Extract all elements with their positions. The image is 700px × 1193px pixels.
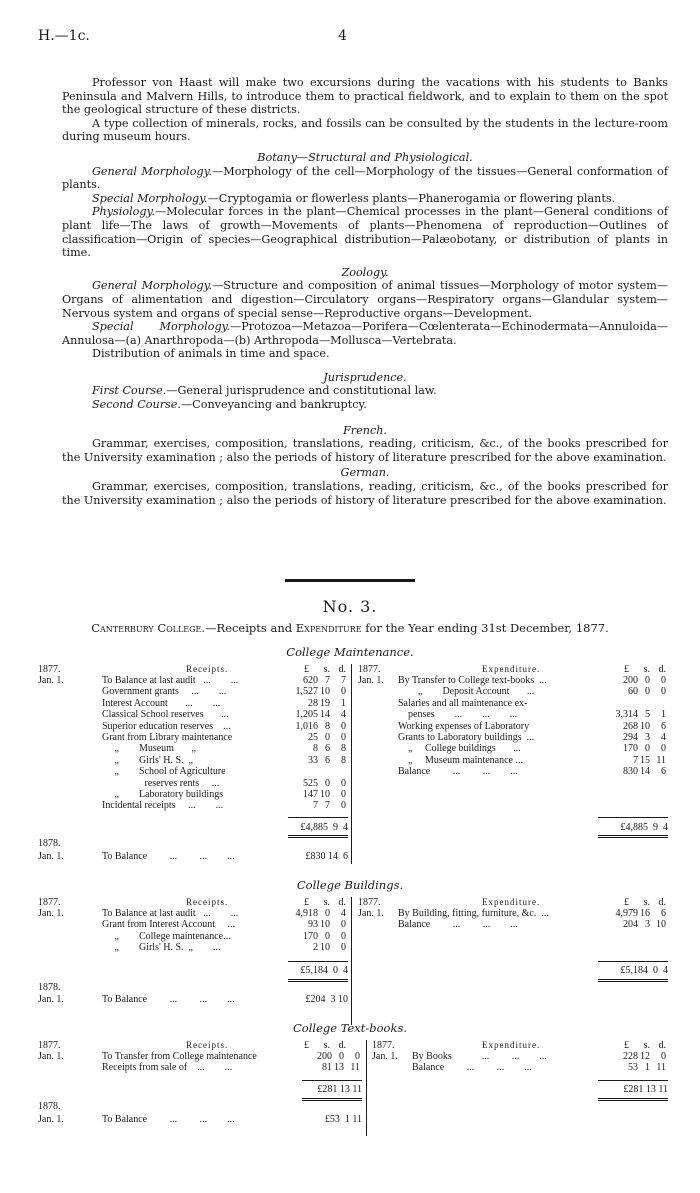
item-label: Second Course.: [92, 398, 181, 412]
paragraph: [62, 320, 668, 347]
date-label: Jan. 1.: [38, 675, 64, 686]
ledger-pounds: 93: [308, 919, 318, 931]
ledger-pence: 8: [341, 754, 346, 766]
paragraph: [62, 384, 668, 398]
ledger-pounds: 3,314: [615, 709, 638, 721]
ledger-row-description: To Transfer from College maintenance: [102, 1051, 257, 1062]
currency-head: £: [624, 1040, 629, 1051]
french-heading: French.: [343, 423, 387, 437]
ledger-pounds: 228: [623, 1051, 638, 1062]
ledger-pounds: 60: [628, 686, 638, 698]
currency-head: £: [304, 897, 309, 908]
ledger-shillings: 0: [339, 1051, 344, 1062]
date-label: Jan. 1.: [38, 908, 64, 919]
ledger-pence: 0: [341, 777, 346, 789]
ledger-pounds: 268: [623, 720, 638, 732]
ledger-row-description: Grant from Interest Account ...: [102, 919, 236, 931]
date-label: Jan. 1.: [38, 994, 64, 1005]
ledger-pounds: 7: [633, 754, 638, 766]
ledger-shillings: 13: [334, 1062, 344, 1074]
ledger-shillings: 15: [640, 754, 650, 766]
ledger-pence: 0: [341, 930, 346, 942]
year-label: 1878.: [38, 838, 61, 849]
ledger-pounds: 8: [313, 743, 318, 755]
account-title: College Text-books.: [292, 1021, 408, 1035]
ledger-row-description: „ Laboratory buildings: [102, 789, 224, 800]
ledger-row-description: By Building, fitting, furniture, &c. ...: [398, 908, 549, 919]
currency-head: s.: [643, 897, 650, 908]
ledger-shillings: 0: [325, 777, 330, 789]
ledger-pounds: 1,527: [295, 686, 318, 698]
ledger-pence: 0: [341, 789, 346, 800]
ledger-row-description: „ Girls' H. S. „: [102, 754, 193, 766]
ledger-pounds: 7: [313, 800, 318, 812]
currency-head: £: [624, 897, 629, 908]
ledger-pence: 0: [341, 919, 346, 931]
total-rule: [598, 979, 668, 980]
total-rule: [302, 1098, 362, 1099]
currency-head: d.: [338, 664, 346, 675]
ledger-shillings: 10: [320, 919, 330, 931]
ledger-pence: 8: [341, 743, 346, 755]
ledger-row-description: Grant from Library maintenance: [102, 732, 233, 743]
ledger-shillings: 0: [645, 675, 650, 686]
item-text: —Cryptogamia or flowerless plants—Phanerogamia or flowering plants.: [207, 191, 616, 205]
year-label: 1877.: [38, 1040, 61, 1051]
item-label: General Morphology.: [92, 164, 213, 178]
total-rule: [288, 981, 348, 982]
ledger-pence: 0: [341, 720, 346, 732]
total-rule: [598, 817, 668, 818]
balance-desc: To Balance ... ... ...: [102, 994, 235, 1005]
year-label: 1877.: [358, 664, 381, 675]
year-label: 1878.: [38, 1101, 61, 1112]
ledger-pence: 0: [341, 800, 346, 812]
year-label: 1878.: [38, 982, 61, 993]
section-number: No. 3.: [322, 597, 378, 616]
ledger-row-description: Balance ... ... ...: [398, 919, 518, 931]
currency-head: £: [304, 664, 309, 675]
balance-desc: To Balance ... ... ...: [102, 851, 235, 862]
expenditure-heading: Expenditure.: [482, 1040, 541, 1050]
ledger-row-description: To Balance at last audit ... ...: [102, 675, 239, 686]
item-label: Special Morphology.: [92, 191, 208, 205]
ledger-pence: 4: [341, 908, 346, 919]
receipts-total: £5,184 0 4: [300, 965, 348, 976]
date-label: Jan. 1.: [38, 851, 64, 862]
title-part: —Receipts and: [205, 621, 296, 635]
currency-head: £: [624, 664, 629, 675]
receipts-total: £281 13 11: [317, 1084, 362, 1095]
intro-text: [62, 76, 668, 507]
total-rule: [288, 961, 348, 962]
total-rule: [302, 1100, 362, 1101]
ledger-shillings: 6: [325, 743, 330, 755]
receipts-heading: Receipts.: [186, 897, 229, 907]
ledger-row-description: penses ... ... ...: [398, 709, 518, 721]
expenditure-total: £281 13 11: [623, 1084, 668, 1095]
ledger-shillings: 14: [640, 766, 650, 778]
ledger-pence: 0: [341, 942, 346, 954]
ledger-pence: 6: [661, 720, 666, 732]
ledger-pounds: 170: [303, 930, 318, 942]
ledger-shillings: 16: [640, 908, 650, 919]
total-rule: [288, 817, 348, 818]
currency-head: d.: [658, 897, 666, 908]
ledger-pounds: 525: [303, 777, 318, 789]
ledger-row-description: „ College buildings ...: [398, 743, 521, 755]
ledger-pounds: 2: [313, 942, 318, 954]
ledger-row-description: Superior education reserves ...: [102, 720, 231, 732]
ledger-pounds: 294: [623, 732, 638, 743]
paragraph: Professor von Haast will make two excursions during the vacations with his students to Banks Peninsula and Malvern Hills, to introduce them to practical fieldwork, and to explain to them on the spot the geological structure of these districts.: [62, 76, 668, 117]
account-title: College Buildings.: [296, 878, 404, 892]
total-rule: [598, 1098, 668, 1099]
ledger-pence: 0: [341, 686, 346, 698]
page-number: 4: [338, 28, 347, 44]
ledger-pence: 11: [656, 1062, 666, 1074]
ledger-shillings: 10: [320, 789, 330, 800]
ledger-shillings: 8: [325, 720, 330, 732]
currency-head: s.: [643, 664, 650, 675]
expenditure-total: £5,184 0 4: [620, 965, 668, 976]
ledger-shillings: 0: [325, 908, 330, 919]
item-text: —Molecular forces in the plant—Chemical processes in the plant—General conditions of plant life—The laws of growth—Movements of plants—Phenomena of reproduction—Outlines of classification—Origin of species—Geographical distribution—Palæobotany, or distribution of plants in time.: [62, 205, 668, 260]
document-reference: H.—1c.: [38, 28, 90, 44]
paragraph: Grammar, exercises, composition, translations, reading, criticism, &c., of the books prescribed for the University examination ; also the periods of history of literature prescribed for the above examination.: [62, 480, 668, 507]
paragraph: A type collection of minerals, rocks, and fossils can be consulted by the students in the lecture-room during museum hours.: [62, 116, 668, 144]
item-text: —Structure and composition of animal tissues—Morphology of motor system—Organs of alimentation and digestion—Circulatory organs—Respiratory organs—Glandular system—Nervous system and organs of special sense—Reproductive organs—Development.: [62, 279, 669, 320]
ledger-row-description: Working expenses of Laboratory: [398, 720, 530, 732]
ledger-shillings: 12: [640, 1051, 650, 1062]
ledger-row-description: Balance ... ... ...: [412, 1062, 532, 1074]
ledger-pounds: 28: [308, 697, 318, 709]
title-part: Expenditure: [295, 621, 362, 635]
ledger-row-description: Salaries and all maintenance ex-: [398, 697, 528, 709]
title-part: Canterbury College.: [91, 621, 206, 635]
ledger-row-description: Balance ... ... ...: [398, 766, 518, 778]
ledger-pence: 4: [341, 709, 346, 721]
ledger-shillings: 0: [325, 930, 330, 942]
ledger-shillings: 0: [645, 686, 650, 698]
ledger-pence: 4: [661, 732, 666, 743]
ledger-pounds: 81: [322, 1062, 332, 1074]
total-rule: [598, 1100, 668, 1101]
ledger-shillings: 3: [645, 919, 650, 931]
receipts-total: £4,885 9 4: [300, 822, 348, 833]
ledger-shillings: 7: [325, 675, 330, 686]
receipts-heading: Receipts.: [186, 664, 229, 674]
item-label: First Course.: [92, 384, 167, 398]
currency-head: £: [304, 1040, 309, 1051]
paragraph: [62, 398, 668, 412]
balance-amount: £53 1 11: [324, 1114, 362, 1125]
ledger-row-description: Classical School reserves ...: [102, 709, 229, 721]
ledger-row-description: To Balance at last audit ... ...: [102, 908, 239, 919]
ledger-shillings: 0: [645, 743, 650, 755]
date-label: Jan. 1.: [38, 1114, 64, 1125]
ledger-row-description: Grants to Laboratory buildings ...: [398, 732, 535, 743]
paragraph: [62, 192, 668, 206]
column-divider: [366, 1040, 367, 1136]
ledger-shillings: 1: [645, 1062, 650, 1074]
section-title: [0, 621, 700, 635]
ledger-row-description: „ Museum maintenance ...: [398, 754, 523, 766]
ledger-pounds: 53: [628, 1062, 638, 1074]
zoology-heading: Zoology.: [341, 265, 389, 279]
ledger-pence: 11: [656, 754, 666, 766]
item-text: —Morphology of the cell—Morphology of the tissues—General conformation of plants.: [62, 164, 669, 192]
currency-head: d.: [658, 1040, 666, 1051]
ledger-row-description: By Books ... ... ...: [412, 1051, 547, 1062]
ledger-pounds: 200: [317, 1051, 332, 1062]
ledger-pence: 6: [661, 908, 666, 919]
ledger-pence: 0: [661, 686, 666, 698]
date-label: Jan. 1.: [372, 1051, 398, 1062]
ledger-row-description: Incidental receipts ... ...: [102, 800, 224, 812]
ledger-pounds: 620: [303, 675, 318, 686]
ledger-pence: 0: [355, 1051, 360, 1062]
total-rule: [598, 961, 668, 962]
total-rule: [598, 981, 668, 982]
ledger-pence: 0: [661, 1051, 666, 1062]
ledger-row-description: „ Girls' H. S. „ ...: [102, 942, 221, 954]
ledger-pounds: 4,979: [615, 908, 638, 919]
ledger-row-description: „ College maintenance...: [102, 930, 231, 942]
ledger-pence: 1: [341, 697, 346, 709]
total-rule: [288, 979, 348, 980]
ledger-row-description: Government grants ... ...: [102, 686, 227, 698]
item-text: —Protozoa—Metazoa—Porifera—Cœlenterata—Echinodermata—Annuloida—Annulosa—(a) Anarthropoda—(b) Arthropoda—Mollusca—Vertebrata.: [62, 320, 668, 347]
balance-desc: To Balance ... ... ...: [102, 1114, 235, 1125]
total-rule: [598, 1080, 668, 1081]
ledger-pence: 0: [341, 732, 346, 743]
expenditure-total: £4,885 9 4: [620, 822, 668, 833]
ledger-pounds: 33: [308, 754, 318, 766]
ledger-shillings: 0: [325, 732, 330, 743]
year-label: 1877.: [38, 897, 61, 908]
ledger-shillings: 3: [645, 732, 650, 743]
ledger-pence: 7: [341, 675, 346, 686]
paragraph: [62, 205, 668, 259]
ledger-row-description: Interest Account ... ...: [102, 697, 221, 709]
total-rule: [598, 837, 668, 838]
ledger-shillings: 5: [645, 709, 650, 721]
german-heading: German.: [340, 466, 390, 480]
ledger-row-description: By Transfer to College text-books ...: [398, 675, 547, 686]
ledger-pounds: 25: [308, 732, 318, 743]
date-label: Jan. 1.: [38, 1051, 64, 1062]
ledger-row-description: „ Deposit Account ...: [398, 686, 535, 698]
ledger-row-description: „ School of Agriculture: [102, 766, 226, 778]
ledger-pence: 1: [661, 709, 666, 721]
currency-head: d.: [338, 1040, 346, 1051]
total-rule: [598, 835, 668, 836]
paragraph: [62, 279, 668, 320]
balance-amount: £204 3 10: [305, 994, 348, 1005]
date-label: Jan. 1.: [358, 675, 384, 686]
ledger-pence: 0: [661, 675, 666, 686]
year-label: 1877.: [38, 664, 61, 675]
botany-heading: Botany—Structural and Physiological.: [257, 150, 473, 164]
item-label: Physiology.: [92, 205, 155, 219]
ledger-pence: 11: [350, 1062, 360, 1074]
year-label: 1877.: [372, 1040, 395, 1051]
ledger-pence: 10: [656, 919, 666, 931]
paragraph: Grammar, exercises, composition, translations, reading, criticism, &c., of the books prescribed for the University examination ; also the periods of history of literature prescribed for the above examination.: [62, 437, 668, 464]
account-title: College Maintenance.: [286, 645, 414, 659]
item-text: —General jurisprudence and constitutional law.: [166, 384, 437, 398]
item-label: Special Morphology.: [92, 320, 231, 334]
jurisprudence-heading: Jurisprudence.: [323, 370, 407, 384]
currency-head: d.: [338, 897, 346, 908]
ledger-shillings: 14: [320, 709, 330, 721]
ledger-shillings: 10: [640, 720, 650, 732]
paragraph: Distribution of animals in time and space.: [92, 347, 330, 361]
ledger-shillings: 10: [320, 942, 330, 954]
ledger-pounds: 4,918: [295, 908, 318, 919]
section-divider: [285, 579, 415, 582]
expenditure-heading: Expenditure.: [482, 897, 541, 907]
currency-head: s.: [323, 664, 330, 675]
ledger-pounds: 147: [303, 789, 318, 800]
ledger-shillings: 7: [325, 800, 330, 812]
ledger-pence: 6: [661, 766, 666, 778]
date-label: Jan. 1.: [358, 908, 384, 919]
currency-head: s.: [323, 897, 330, 908]
total-rule: [288, 835, 348, 836]
ledger-pounds: 830: [623, 766, 638, 778]
currency-head: d.: [658, 664, 666, 675]
ledger-row-description: Receipts from sale of ... ...: [102, 1062, 233, 1074]
column-divider: [351, 664, 352, 864]
ledger-row-description: reserves rents ...: [102, 777, 220, 789]
currency-head: s.: [323, 1040, 330, 1051]
expenditure-heading: Expenditure.: [482, 664, 541, 674]
ledger-shillings: 6: [325, 754, 330, 766]
balance-amount: £830 14 6: [305, 851, 348, 862]
total-rule: [302, 1080, 362, 1081]
ledger-pounds: 200: [623, 675, 638, 686]
item-label: General Morphology.: [92, 279, 213, 293]
ledger-shillings: 10: [320, 686, 330, 698]
ledger-pounds: 204: [623, 919, 638, 931]
ledger-shillings: 19: [320, 697, 330, 709]
ledger-row-description: „ Museum „: [102, 743, 196, 755]
column-divider: [351, 897, 352, 1025]
paragraph: [62, 165, 668, 192]
ledger-pounds: 170: [623, 743, 638, 755]
currency-head: s.: [643, 1040, 650, 1051]
ledger-pounds: 1,205: [295, 709, 318, 721]
receipts-heading: Receipts.: [186, 1040, 229, 1050]
total-rule: [288, 837, 348, 838]
title-part: for the Year ending 31st December, 1877.: [361, 621, 609, 635]
item-text: —Conveyancing and bankruptcy.: [180, 398, 367, 412]
year-label: 1877.: [358, 897, 381, 908]
ledger-pence: 0: [661, 743, 666, 755]
ledger-pounds: 1,016: [295, 720, 318, 732]
